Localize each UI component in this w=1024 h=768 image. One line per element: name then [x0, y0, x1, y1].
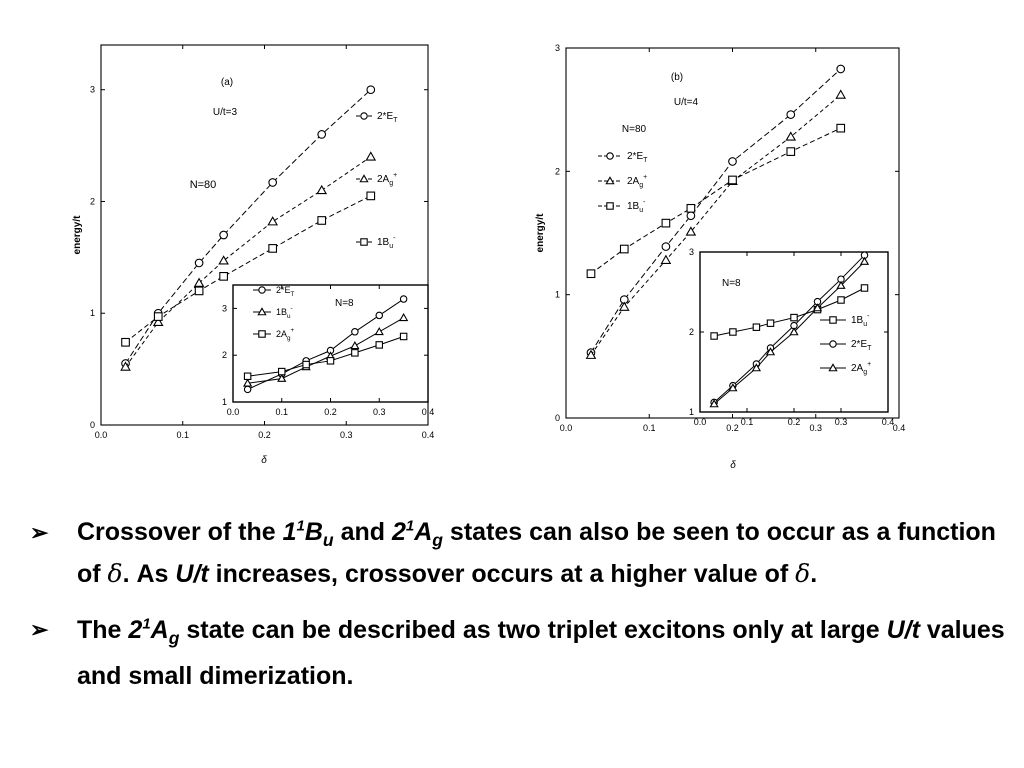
panel-b-x-tick-label: 0.2 — [726, 423, 739, 433]
panel-b-inset-data-point — [861, 285, 867, 291]
panel-b-data-point — [837, 65, 845, 73]
bullet-1-text: Crossover of the — [77, 518, 283, 546]
panel-a-inset-data-point — [376, 342, 382, 348]
panel-a-inset-x-tick-label: 0.4 — [421, 407, 435, 417]
panel-a-inset-data-point — [376, 312, 382, 318]
panel-b-x-tick-label: 0.3 — [809, 423, 823, 433]
panel-b-data-point — [587, 270, 595, 278]
panel-b-inset-x-tick-label: 0.3 — [834, 417, 848, 427]
u-over-t: U/t — [886, 616, 920, 644]
panel-a-inset-legend-marker — [259, 331, 265, 337]
panel-a-inset-y-tick-label: 2 — [221, 350, 227, 361]
panel-b-legend-label: $2*E_T$ — [627, 151, 648, 164]
panel-b-data-point — [787, 111, 795, 119]
panel-b-data-point — [787, 148, 795, 156]
panel-b-data-point — [662, 256, 671, 264]
panel-b-data-point — [836, 90, 845, 98]
panel-a-legend-label: $2A_g^+$ — [377, 172, 398, 187]
panel-b-inset-data-point — [753, 324, 759, 330]
bullet-1-text: . — [810, 560, 818, 588]
panel-b-x-tick-label: 0.0 — [559, 423, 573, 433]
panel-b-inset-y-tick-label: 1 — [688, 407, 694, 417]
panel-a-annotation: N=80 — [189, 179, 217, 191]
panel-a-y-tick-label: 2 — [89, 196, 95, 207]
panel-a-inset-data-point — [352, 329, 358, 335]
panel-b-inset-legend-label: $2*E_T$ — [851, 339, 872, 352]
panel-a-y-tick-label: 3 — [89, 84, 95, 95]
panel-b — [535, 43, 905, 471]
bullet-2-text: values and small dimerization. — [77, 616, 1005, 690]
panel-a-inset-x-tick-label: 0.0 — [226, 407, 240, 417]
panel-b-inset-data-point — [838, 297, 844, 303]
panel-a-data-point — [366, 152, 375, 160]
panel-a-data-point — [195, 287, 203, 295]
panel-b-inset-data-point — [730, 329, 736, 335]
panel-b-annotation: U/t=4 — [673, 97, 699, 108]
panel-a-data-point — [269, 179, 277, 187]
panel-b-annotation: N=80 — [621, 124, 647, 135]
panel-a-inset-data-point — [244, 373, 250, 379]
panel-a-inset-data-point — [400, 296, 406, 302]
bullet-1 — [30, 512, 1005, 595]
panel-b-inset-annotation: N=8 — [722, 278, 741, 289]
panel-a-inset-data-point — [244, 386, 250, 392]
panel-a-legend-label: $2*E_T$ — [377, 111, 398, 124]
panel-b-legend-label: $1B_u^-$ — [627, 199, 646, 214]
bullet-1-text: and — [333, 518, 392, 546]
panel-a-inset-data-point — [279, 368, 285, 374]
panel-a-inset-data-point — [400, 333, 406, 339]
panel-a-data-point — [367, 86, 375, 94]
panel-b-data-point — [729, 158, 737, 166]
panel-a-legend-marker — [360, 175, 367, 181]
panel-b-y-tick-label: 0 — [554, 413, 560, 423]
panel-b-data-point — [786, 132, 795, 140]
panel-b-data-point — [729, 176, 737, 184]
state-label-1Bu: $1^1B_u$ — [282, 517, 334, 550]
panel-b-inset-x-tick-label: 0.0 — [693, 417, 707, 427]
panel-a-y-tick-label: 1 — [89, 308, 95, 319]
panel-a-data-point — [367, 192, 375, 200]
panel-a-legend-marker — [361, 239, 367, 245]
arrow-bullet-icon: ➢ — [30, 520, 49, 545]
panel-a-data-point — [317, 186, 326, 194]
arrow-bullet-icon: ➢ — [30, 617, 49, 642]
panel-a-inset-data-point — [327, 358, 333, 364]
panel-a-x-tick-label: 0.0 — [94, 430, 108, 440]
panel-a-y-axis-label: energy/t — [72, 215, 83, 255]
panel-a-inset-data-point — [352, 350, 358, 356]
panel-a-inset-y-tick-label: 3 — [221, 303, 227, 314]
panel-b-inset-y-tick-label: 3 — [688, 247, 694, 257]
panel-a-inset-annotation: N=8 — [335, 298, 354, 309]
panel-b-data-point — [687, 205, 695, 213]
panel-a-annotation: U/t=3 — [212, 107, 238, 118]
panel-a-x-tick-label: 0.4 — [421, 430, 435, 440]
panel-b-inset-legend-marker — [830, 317, 836, 323]
panel-a-x-tick-label: 0.1 — [176, 430, 190, 440]
panel-a-data-point — [219, 256, 228, 264]
panel-b-data-point — [662, 219, 670, 227]
panel-a-data-point — [269, 245, 277, 253]
panel-a-x-tick-label: 0.3 — [339, 430, 353, 440]
panel-a-legend-label: $1B_u^-$ — [377, 235, 396, 250]
panel-a-data-point — [154, 313, 162, 321]
panel-a-data-point — [268, 217, 277, 225]
panel-a-data-point — [318, 131, 326, 139]
panel-a-inset — [222, 285, 434, 417]
panel-a-legend-marker — [361, 113, 367, 119]
panel-a-inset-legend-marker — [259, 287, 265, 293]
panel-b-data-point — [837, 124, 845, 132]
bullet-1-text: increases, crossover occurs at a higher value of — [208, 560, 796, 588]
delta-symbol: δ — [795, 559, 811, 588]
panel-b-inset-data-point — [711, 333, 717, 339]
panel-b-inset-legend-label: $2A_g^+$ — [851, 361, 872, 376]
panel-b-inset-x-tick-label: 0.2 — [787, 417, 801, 427]
panel-b-inset — [689, 247, 894, 427]
panel-a-inset-legend-label: $2*E_T$ — [276, 285, 295, 298]
panel-b-y-tick-label: 1 — [554, 289, 560, 300]
bullet-1-text: . As — [122, 560, 176, 588]
bullet-2 — [30, 607, 1005, 699]
panel-a-inset-x-tick-label: 0.2 — [324, 407, 337, 417]
panel-b-legend-marker — [607, 153, 613, 159]
panel-b-y-tick-label: 3 — [554, 43, 560, 53]
panel-b-inset-x-tick-label: 0.1 — [740, 417, 754, 427]
panel-a-data-point — [220, 273, 228, 281]
state-label-2Ag: $2^1A_g$ — [391, 517, 443, 550]
panel-b-inset-legend-marker — [830, 341, 836, 347]
panel-a-x-axis-label: δ — [261, 455, 267, 466]
bullet-2-text: state can be described as two triplet excitons only at large — [179, 616, 887, 644]
panel-b-data-point — [620, 245, 628, 253]
panel-b-x-axis-label: δ — [730, 460, 736, 471]
panel-b-inset-data-point — [767, 320, 773, 326]
bullet-2-text: The — [77, 616, 129, 644]
panel-b-inset-data-point — [791, 314, 797, 320]
panel-b-data-point — [687, 212, 695, 220]
u-over-t: U/t — [175, 560, 209, 588]
panel-a-inset-x-tick-label: 0.1 — [275, 407, 289, 417]
panel-a-data-point — [195, 279, 204, 287]
delta-symbol: δ — [107, 559, 123, 588]
panel-b-label: (b) — [670, 72, 684, 83]
panel-a-inset-y-tick-label: 1 — [221, 397, 227, 407]
panel-a — [72, 45, 434, 466]
bullet-list — [30, 512, 1005, 699]
panel-b-inset-y-tick-label: 2 — [688, 327, 694, 337]
panel-a-label: (a) — [220, 77, 234, 88]
panel-a-y-tick-label: 0 — [89, 420, 95, 430]
panel-a-data-point — [122, 338, 130, 346]
panel-b-y-tick-label: 2 — [554, 166, 560, 177]
panel-a-data-point — [220, 231, 228, 239]
panel-b-y-axis-label: energy/t — [535, 213, 546, 253]
panel-a-x-tick-label: 0.2 — [258, 430, 271, 440]
panel-a-inset-data-point — [303, 361, 309, 367]
panel-b-data-point — [662, 243, 670, 251]
panel-b-inset-x-tick-label: 0.4 — [881, 417, 895, 427]
panel-b-x-tick-label: 0.1 — [642, 423, 656, 433]
panel-b-x-tick-label: 0.4 — [892, 423, 906, 433]
panel-a-inset-legend-label: $2A_g^+$ — [276, 327, 295, 342]
bullet-1-text: states can also be seen to occur as a function of — [77, 518, 996, 588]
panel-b-legend-label: $2A_g^+$ — [627, 174, 648, 189]
panel-a-inset-x-tick-label: 0.3 — [372, 407, 386, 417]
panel-b-legend-marker — [607, 203, 613, 209]
panel-a-data-point — [318, 217, 326, 225]
panel-b-inset-legend-label: $1B_u^-$ — [851, 313, 870, 328]
panel-a-inset-legend-label: $1B_u^-$ — [276, 305, 293, 320]
panel-a-data-point — [195, 259, 203, 267]
state-label-2Ag: $2^1A_g$ — [128, 615, 180, 648]
